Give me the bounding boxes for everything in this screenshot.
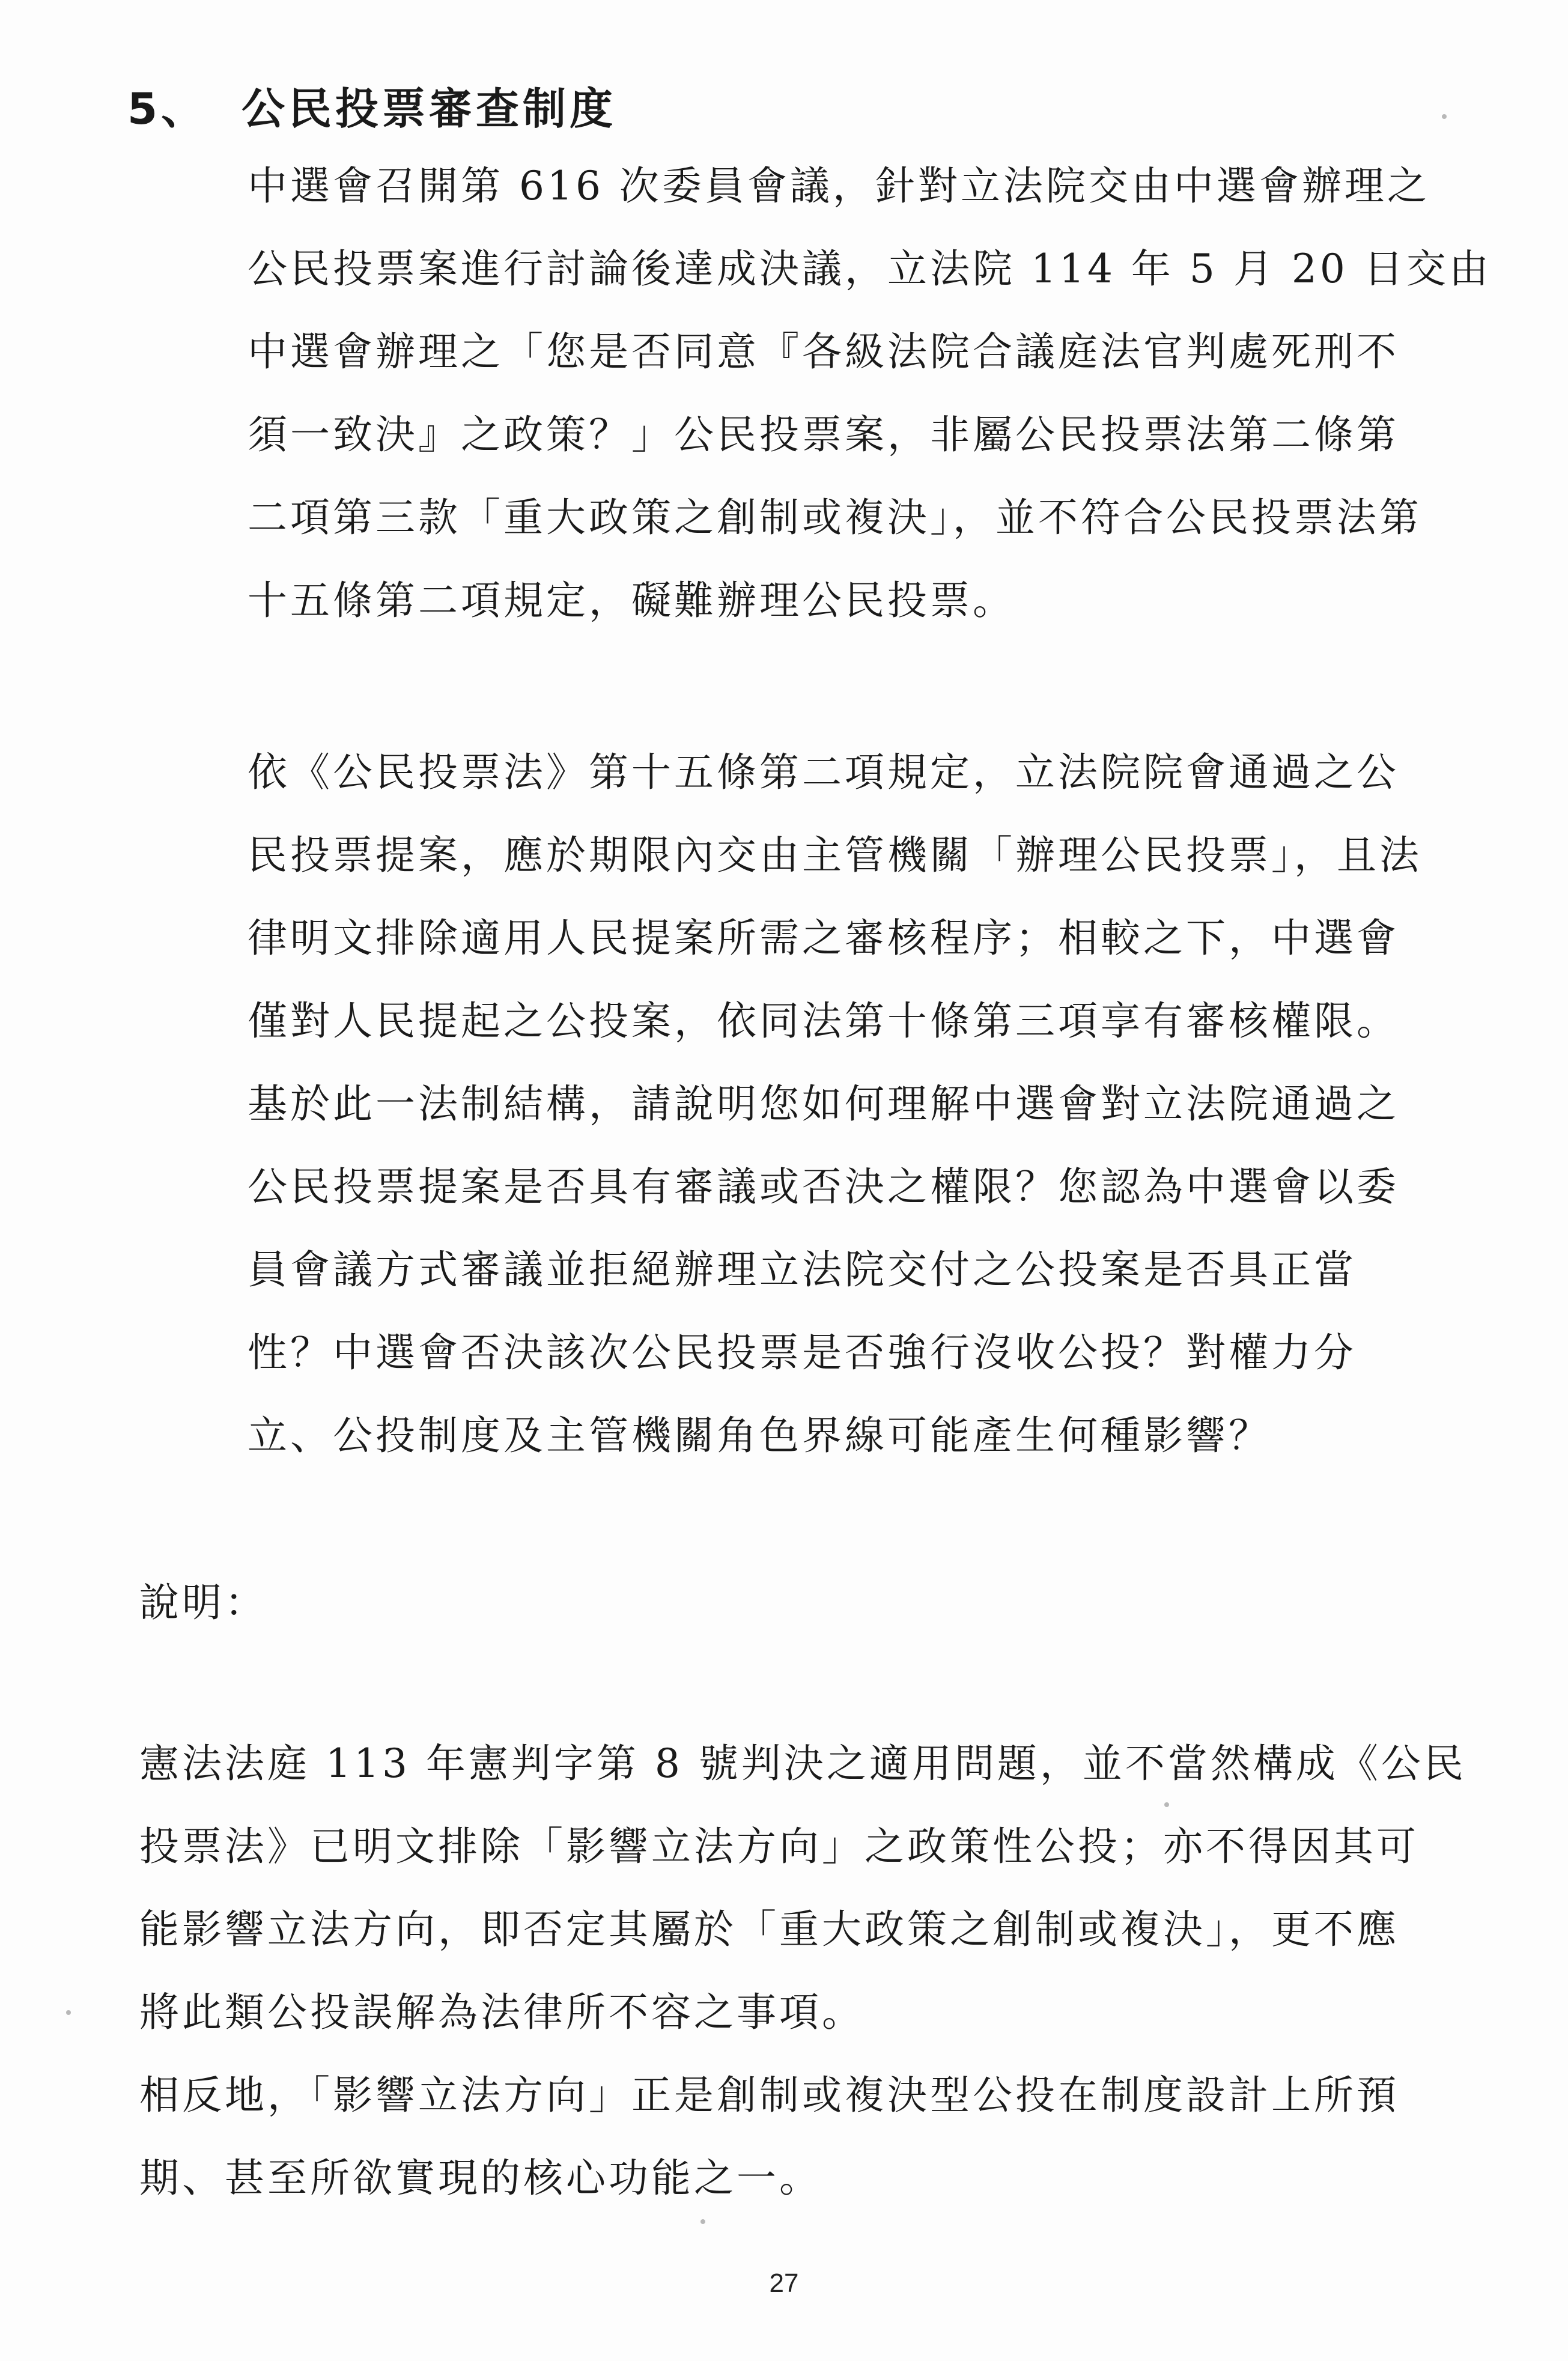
- scan-speck: [1164, 1802, 1169, 1807]
- paragraph1-line: 須一致決』之政策？」公民投票案，非屬公民投票法第二條第: [248, 412, 1399, 458]
- explanation-line: 相反地，「影響立法方向」正是創制或複決型公投在制度設計上所預: [139, 2072, 1399, 2118]
- explanation-line: 將此類公投誤解為法律所不容之事項。: [139, 1989, 865, 2035]
- explanation-label: 說明：: [139, 1579, 267, 1626]
- paragraph2-line: 依《公民投票法》第十五條第二項規定，立法院院會通過之公: [248, 749, 1399, 795]
- paragraph1-line: 十五條第二項規定，礙難辦理公民投票。: [248, 577, 1015, 624]
- paragraph2-line: 基於此一法制結構，請說明您如何理解中選會對立法院通過之: [248, 1081, 1399, 1127]
- paragraph2-line: 民投票提案，應於期限內交由主管機關「辦理公民投票」，且法: [248, 832, 1422, 878]
- paragraph1-line: 中選會辦理之「您是否同意『各級法院合議庭法官判處死刑不: [248, 329, 1399, 375]
- scan-speck: [1442, 114, 1447, 119]
- scan-speck: [66, 2010, 71, 2015]
- paragraph2-line: 性？中選會否決該次公民投票是否強行沒收公投？對權力分: [248, 1329, 1357, 1376]
- paragraph2-line: 員會議方式審議並拒絕辦理立法院交付之公投案是否具正當: [248, 1247, 1357, 1293]
- paragraph2-line: 立、公投制度及主管機關角色界線可能產生何種影響？: [248, 1412, 1271, 1459]
- paragraph1-line: 二項第三款「重大政策之創制或複決」，並不符合公民投票法第: [248, 494, 1422, 541]
- section-heading: [127, 72, 616, 138]
- section-title: 公民投票審查制度: [242, 84, 617, 134]
- explanation-line: 憲法法庭 113 年憲判字第 8 號判決之適用問題，並不當然構成《公民: [139, 1740, 1466, 1787]
- paragraph1-line: 公民投票案進行討論後達成決議，立法院 114 年 5 月 20 日交由: [248, 246, 1492, 292]
- paragraph2-line: 公民投票提案是否具有審議或否決之權限？您認為中選會以委: [248, 1164, 1399, 1210]
- explanation-line: 期、甚至所欲實現的核心功能之一。: [139, 2155, 822, 2201]
- paragraph1-line: 中選會召開第 616 次委員會議，針對立法院交由中選會辦理之: [248, 163, 1430, 209]
- explanation-line: 投票法》已明文排除「影響立法方向」之政策性公投；亦不得因其可: [139, 1823, 1419, 1870]
- page-number: 27: [769, 2268, 799, 2298]
- section-number: 5、: [127, 84, 208, 134]
- paragraph2-line: 僅對人民提起之公投案，依同法第十條第三項享有審核權限。: [248, 998, 1399, 1044]
- paragraph2-line: 律明文排除適用人民提案所需之審核程序；相較之下，中選會: [248, 915, 1399, 961]
- explanation-line: 能影響立法方向，即否定其屬於「重大政策之創制或複決」，更不應: [139, 1906, 1399, 1952]
- scan-speck: [700, 2219, 705, 2224]
